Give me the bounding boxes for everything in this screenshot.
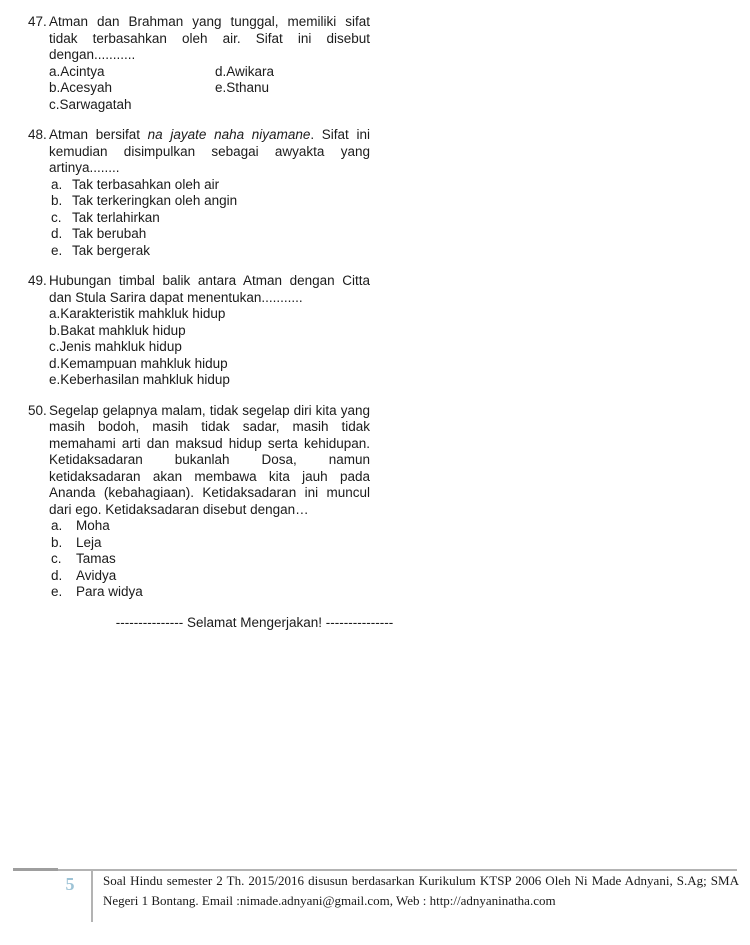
question-stem xyxy=(49,273,370,306)
option-text: Moha xyxy=(76,518,110,533)
question-number: 50. xyxy=(28,402,47,418)
question-body xyxy=(49,14,370,113)
option-e xyxy=(49,243,370,260)
option-c xyxy=(49,551,370,568)
option-label: d. xyxy=(51,567,63,583)
question-number: 49. xyxy=(28,273,47,288)
option-c xyxy=(49,339,370,356)
stem-text: . Sifat ini kemudian disimpulkan sebagai awyakta yang artinya........ xyxy=(49,127,370,175)
stem-italic-phrase: na jayate naha niyamane xyxy=(147,127,311,142)
option-label: e. xyxy=(215,80,227,95)
question-number: 48. xyxy=(28,127,47,142)
option-a xyxy=(49,177,370,194)
question-number: 47. xyxy=(28,14,47,29)
closing-line: --------------- Selamat Mengerjakan! --------------- xyxy=(115,614,394,630)
option-text: Para widya xyxy=(76,584,143,599)
option-label: d. xyxy=(51,226,63,241)
option-a xyxy=(49,518,370,535)
option-text: Tamas xyxy=(76,551,116,566)
options xyxy=(49,64,370,114)
option-text: Tak terlahirkan xyxy=(72,209,160,225)
option-d xyxy=(49,356,370,373)
option-a xyxy=(49,64,215,81)
option-text: Sthanu xyxy=(226,80,270,95)
option-label: c. xyxy=(51,551,62,566)
option-label: b. xyxy=(51,193,63,208)
option-text: Tak berubah xyxy=(72,226,147,241)
option-label: c. xyxy=(49,339,60,354)
option-label: e. xyxy=(49,372,61,387)
option-text: Karakteristik mahkluk hidup xyxy=(60,306,226,321)
option-text: Acintya xyxy=(60,63,105,79)
options xyxy=(49,518,370,601)
footer-text: Soal Hindu semester 2 Th. 2015/2016 disusun berdasarkan Kurikulum KTSP 2006 Oleh Ni Made Adnyani, S.Ag; SMA Negeri 1 Bontang. Email :nimade.adnyani@gmail.com, Web : http://adnyaninatha.com xyxy=(103,873,739,908)
option-text: Keberhasilan mahkluk hidup xyxy=(60,372,230,387)
option-d xyxy=(49,226,370,243)
footer-horizontal-rule-left-segment xyxy=(13,868,58,871)
option-text: Acesyah xyxy=(60,80,113,95)
option-text: Bakat mahkluk hidup xyxy=(60,322,186,338)
option-label: a. xyxy=(51,176,63,192)
option-d xyxy=(49,568,370,585)
question-body xyxy=(49,403,370,601)
footer-divider xyxy=(91,869,93,922)
option-b xyxy=(49,323,370,340)
stem-text: Segelap gelapnya malam, tidak segelap diri kita yang masih bodoh, masih tidak sadar, masih tidak memahami arti dan maksud hidup serta kehidupan. Ketidaksadaran bukanlah Dosa, namun ketidaksadaran akan membawa kita jauh pada Ananda (kebahagiaan). Ketidaksadaran ini muncul dari ego. Ketidaksadaran disebut dengan… xyxy=(49,402,370,517)
option-label: a. xyxy=(51,518,63,533)
questions-list xyxy=(28,14,394,631)
stem-text: Hubungan timbal balik antara Atman dengan Citta dan Stula Sarira dapat menentukan........... xyxy=(49,273,370,305)
option-label: d. xyxy=(215,63,227,79)
options xyxy=(49,306,370,389)
option-text: Tak bergerak xyxy=(72,242,151,258)
question-48 xyxy=(28,127,370,259)
option-b xyxy=(49,193,370,210)
option-label: c. xyxy=(51,209,62,225)
options xyxy=(49,177,370,260)
option-a xyxy=(49,306,370,323)
option-label: b. xyxy=(49,80,61,95)
option-e xyxy=(49,584,370,601)
option-e xyxy=(49,372,370,389)
question-50 xyxy=(28,403,370,601)
option-label: e. xyxy=(51,584,63,599)
question-stem xyxy=(49,403,370,519)
option-b xyxy=(49,535,370,552)
option-c xyxy=(49,97,215,114)
option-label: d. xyxy=(49,355,61,371)
option-label: e. xyxy=(51,242,63,258)
option-label: a. xyxy=(49,306,61,321)
stem-text: Atman dan Brahman yang tunggal, memiliki sifat tidak terbasahkan oleh air. Sifat ini disebut dengan........... xyxy=(49,14,370,62)
option-label: b. xyxy=(51,534,63,550)
option-text: Kemampuan mahkluk hidup xyxy=(60,355,228,371)
option-text: Sarwagatah xyxy=(59,96,132,112)
option-label: c. xyxy=(49,96,60,112)
stem-text: Atman bersifat xyxy=(49,127,148,142)
question-49 xyxy=(28,273,370,389)
option-text: Awikara xyxy=(226,63,275,79)
option-e xyxy=(215,80,381,97)
question-body xyxy=(49,273,370,389)
option-text: Avidya xyxy=(76,567,117,583)
question-stem xyxy=(49,14,370,64)
option-label: b. xyxy=(49,322,61,338)
option-b xyxy=(49,80,215,97)
option-text: Tak terkeringkan oleh angin xyxy=(72,193,238,208)
question-body xyxy=(49,127,370,259)
option-c xyxy=(49,210,370,227)
option-text: Tak terbasahkan oleh air xyxy=(72,176,220,192)
question-47 xyxy=(28,14,370,113)
page-number: 5 xyxy=(65,874,75,894)
option-text: Leja xyxy=(76,534,102,550)
option-d xyxy=(215,64,381,81)
option-text: Jenis mahkluk hidup xyxy=(59,339,182,354)
option-label: a. xyxy=(49,63,61,79)
question-stem xyxy=(49,127,370,177)
